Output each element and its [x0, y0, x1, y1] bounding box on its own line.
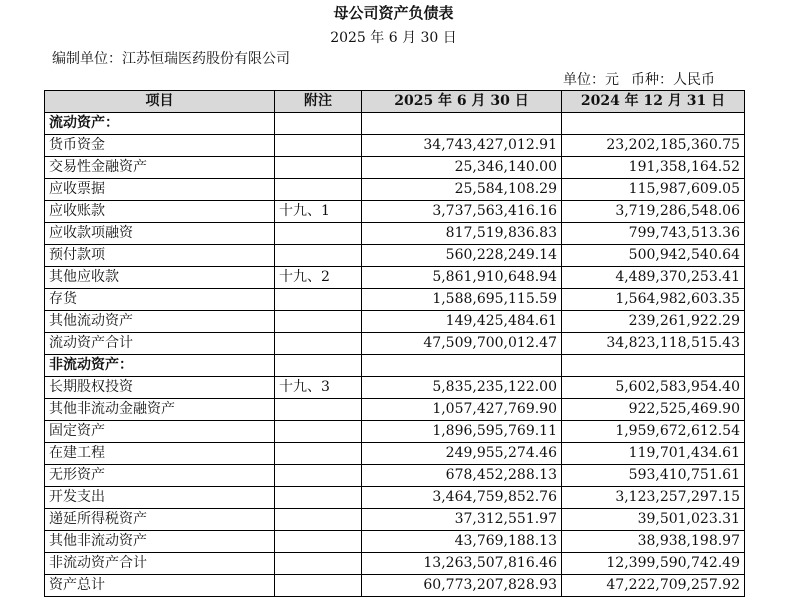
table-row [45, 377, 745, 399]
row-current-value: 25,584,108.29 [362, 179, 562, 201]
row-note [275, 421, 362, 443]
row-item: 应收票据 [45, 179, 275, 201]
row-item: 开发支出 [45, 487, 275, 509]
table-row [45, 421, 745, 443]
row-note [275, 135, 362, 157]
row-previous-value [562, 113, 745, 135]
row-note [275, 465, 362, 487]
row-current-value: 3,464,759,852.76 [362, 487, 562, 509]
row-previous-value: 119,701,434.61 [562, 443, 745, 465]
row-note [275, 179, 362, 201]
row-note [275, 531, 362, 553]
row-current-value [362, 355, 562, 377]
row-previous-value: 1,564,982,603.35 [562, 289, 745, 311]
table-header-row [45, 91, 745, 113]
table-row [45, 575, 745, 597]
table-row [45, 201, 745, 223]
row-previous-value: 500,942,540.64 [562, 245, 745, 267]
row-item: 交易性金融资产 [45, 157, 275, 179]
table-row [45, 135, 745, 157]
row-item: 无形资产 [45, 465, 275, 487]
row-current-value: 25,346,140.00 [362, 157, 562, 179]
row-item: 非流动资产合计 [45, 553, 275, 575]
row-item: 应收款项融资 [45, 223, 275, 245]
row-note: 十九、1 [275, 201, 362, 223]
row-previous-value: 593,410,751.61 [562, 465, 745, 487]
row-current-value: 37,312,551.97 [362, 509, 562, 531]
row-previous-value: 12,399,590,742.49 [562, 553, 745, 575]
table-row [45, 443, 745, 465]
row-item: 非流动资产： [45, 355, 275, 377]
balance-sheet-table [44, 90, 745, 597]
row-current-value: 678,452,288.13 [362, 465, 562, 487]
row-previous-value: 23,202,185,360.75 [562, 135, 745, 157]
row-current-value: 5,835,235,122.00 [362, 377, 562, 399]
row-previous-value: 4,489,370,253.41 [562, 267, 745, 289]
row-current-value: 43,769,188.13 [362, 531, 562, 553]
row-note [275, 487, 362, 509]
table-row [45, 311, 745, 333]
table-row [45, 553, 745, 575]
row-previous-value: 3,719,286,548.06 [562, 201, 745, 223]
row-current-value: 817,519,836.83 [362, 223, 562, 245]
report-date: 2025 年 6 月 30 日 [330, 30, 457, 46]
row-item: 其他非流动金融资产 [45, 399, 275, 421]
row-item: 固定资产 [45, 421, 275, 443]
row-previous-value: 3,123,257,297.15 [562, 487, 745, 509]
row-note [275, 553, 362, 575]
row-note: 十九、3 [275, 377, 362, 399]
table-row [45, 157, 745, 179]
row-previous-value: 38,938,198.97 [562, 531, 745, 553]
row-note [275, 355, 362, 377]
header-previous-period: 2024 年 12 月 31 日 [562, 91, 745, 113]
row-item: 在建工程 [45, 443, 275, 465]
row-note [275, 311, 362, 333]
row-previous-value: 239,261,922.29 [562, 311, 745, 333]
row-current-value: 13,263,507,816.46 [362, 553, 562, 575]
row-current-value: 149,425,484.61 [362, 311, 562, 333]
table-row [45, 487, 745, 509]
row-item: 其他非流动资产 [45, 531, 275, 553]
row-previous-value: 39,501,023.31 [562, 509, 745, 531]
row-item: 资产总计 [45, 575, 275, 597]
row-note [275, 509, 362, 531]
table-row [45, 113, 745, 135]
row-note [275, 575, 362, 597]
row-current-value: 47,509,700,012.47 [362, 333, 562, 355]
table-row [45, 333, 745, 355]
row-previous-value: 799,743,513.36 [562, 223, 745, 245]
row-current-value: 249,955,274.46 [362, 443, 562, 465]
row-note [275, 333, 362, 355]
header-note: 附注 [275, 91, 362, 113]
row-item: 应收账款 [45, 201, 275, 223]
unit-label: 单位：元 [563, 72, 619, 88]
row-current-value: 560,228,249.14 [362, 245, 562, 267]
row-note [275, 113, 362, 135]
row-current-value: 1,588,695,115.59 [362, 289, 562, 311]
row-current-value [362, 113, 562, 135]
row-item: 存货 [45, 289, 275, 311]
row-current-value: 60,773,207,828.93 [362, 575, 562, 597]
row-previous-value: 5,602,583,954.40 [562, 377, 745, 399]
table-row [45, 509, 745, 531]
table-row [45, 179, 745, 201]
row-current-value: 34,743,427,012.91 [362, 135, 562, 157]
report-title: 母公司资产负债表 [333, 4, 454, 22]
row-current-value: 1,057,427,769.90 [362, 399, 562, 421]
unit-currency-line [563, 70, 715, 90]
table-row [45, 245, 745, 267]
header-item: 项目 [45, 91, 275, 113]
row-note: 十九、2 [275, 267, 362, 289]
row-note [275, 443, 362, 465]
row-previous-value: 1,959,672,612.54 [562, 421, 745, 443]
row-item: 其他应收款 [45, 267, 275, 289]
row-item: 流动资产合计 [45, 333, 275, 355]
header-current-period: 2025 年 6 月 30 日 [362, 91, 562, 113]
row-previous-value [562, 355, 745, 377]
table-row [45, 267, 745, 289]
row-item: 递延所得税资产 [45, 509, 275, 531]
row-note [275, 289, 362, 311]
row-previous-value: 922,525,469.90 [562, 399, 745, 421]
table-row [45, 399, 745, 421]
table-body [45, 113, 745, 597]
row-previous-value: 34,823,118,515.43 [562, 333, 745, 355]
row-note [275, 157, 362, 179]
row-current-value: 5,861,910,648.94 [362, 267, 562, 289]
row-current-value: 3,737,563,416.16 [362, 201, 562, 223]
row-item: 其他流动资产 [45, 311, 275, 333]
table-row [45, 355, 745, 377]
row-item: 预付款项 [45, 245, 275, 267]
compiler-unit: 编制单位：江苏恒瑞医药股份有限公司 [52, 51, 290, 67]
table-row [45, 531, 745, 553]
row-note [275, 399, 362, 421]
row-previous-value: 115,987,609.05 [562, 179, 745, 201]
row-item: 货币资金 [45, 135, 275, 157]
row-note [275, 245, 362, 267]
table-row [45, 223, 745, 245]
row-previous-value: 191,358,164.52 [562, 157, 745, 179]
table-row [45, 289, 745, 311]
row-note [275, 223, 362, 245]
row-item: 长期股权投资 [45, 377, 275, 399]
currency-label: 币种：人民币 [631, 72, 715, 88]
row-previous-value: 47,222,709,257.92 [562, 575, 745, 597]
row-item: 流动资产： [45, 113, 275, 135]
row-current-value: 1,896,595,769.11 [362, 421, 562, 443]
table-row [45, 465, 745, 487]
